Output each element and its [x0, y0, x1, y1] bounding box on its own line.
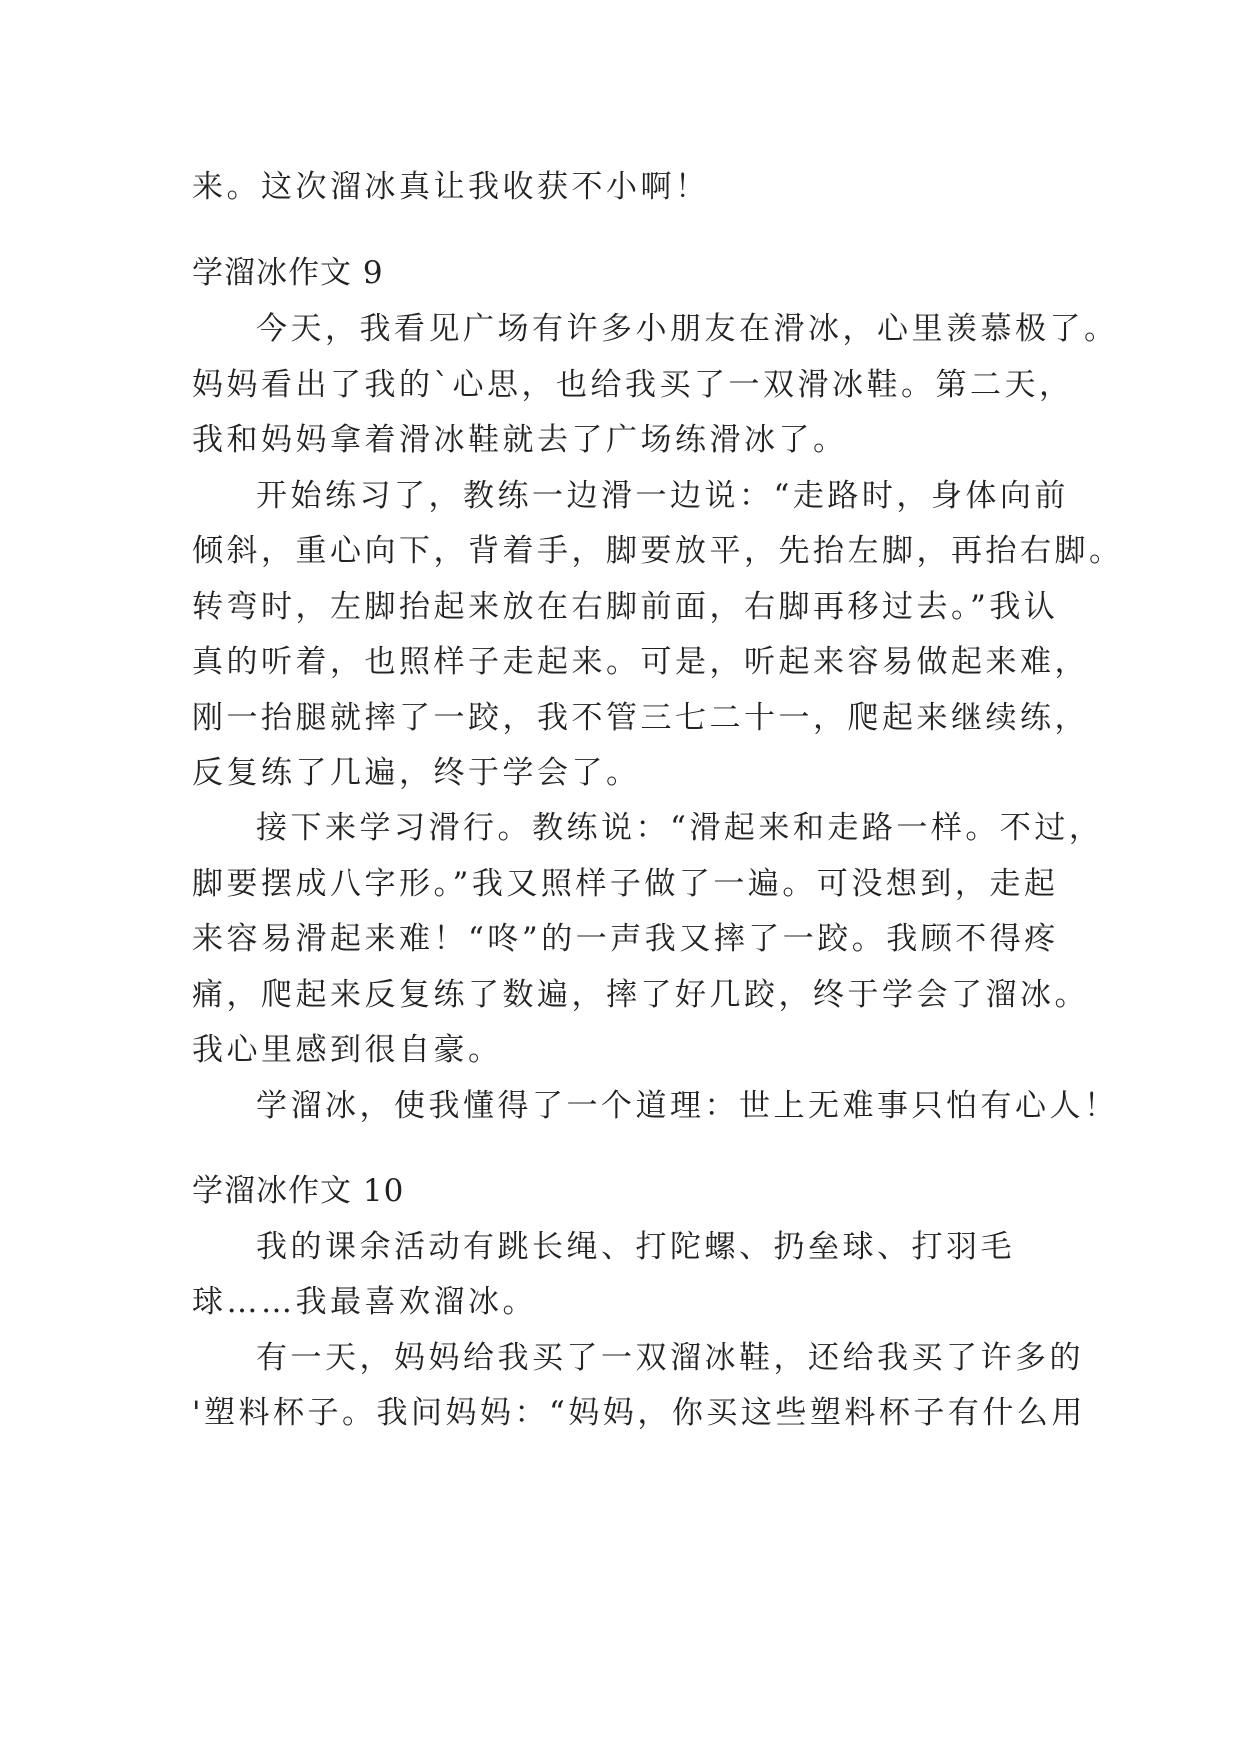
paragraph-line: 痛，爬起来反复练了数遍，摔了好几跤，终于学会了溜冰。: [192, 977, 1089, 1013]
essay-heading-10: 学溜冰作文 10: [192, 1173, 405, 1209]
paragraph-line: 今天，我看见广场有许多小朋友在滑冰，心里羡慕极了。: [256, 311, 1119, 347]
paragraph-line: 球……我最喜欢溜冰。: [192, 1284, 537, 1320]
paragraph-line: 我和妈妈拿着滑冰鞋就去了广场练滑冰了。: [192, 422, 848, 458]
paragraph-line: 刚一抬腿就摔了一跤，我不管三七二十一，爬起来继续练，: [192, 700, 1089, 736]
paragraph-line: 来容易滑起来难！“咚”的一声我又摔了一跤。我顾不得疼: [192, 921, 1059, 957]
paragraph-line: '塑料杯子。我问妈妈：“妈妈，你买这些塑料杯子有什么用: [192, 1395, 1086, 1431]
paragraph-line: 有一天，妈妈给我买了一双溜冰鞋，还给我买了许多的: [256, 1340, 1084, 1376]
paragraph-line: 妈妈看出了我的`心思，也给我买了一双滑冰鞋。第二天，: [192, 367, 1074, 403]
essay-heading-9: 学溜冰作文 9: [192, 255, 384, 291]
paragraph-line: 我的课余活动有跳长绳、打陀螺、扔垒球、打羽毛: [256, 1229, 1015, 1265]
paragraph-line: 脚要摆成八字形。”我又照样子做了一遍。可没想到，走起: [192, 866, 1059, 902]
paragraph-line: 学溜冰，使我懂得了一个道理：世上无难事只怕有心人！: [256, 1088, 1119, 1124]
paragraph-line: 倾斜，重心向下，背着手，脚要放平，先抬左脚，再抬右脚。: [192, 533, 1124, 569]
paragraph-line: 开始练习了，教练一边滑一边说：“走路时，身体向前: [256, 478, 1069, 514]
text-line: 来。这次溜冰真让我收获不小啊！: [192, 169, 710, 205]
paragraph-line: 反复练了几遍，终于学会了。: [192, 755, 641, 791]
paragraph-line: 真的听着，也照样子走起来。可是，听起来容易做起来难，: [192, 644, 1089, 680]
paragraph-line: 我心里感到很自豪。: [192, 1032, 503, 1068]
paragraph-line: 接下来学习滑行。教练说：“滑起来和走路一样。不过，: [256, 810, 1104, 846]
paragraph-line: 转弯时，左脚抬起来放在右脚前面，右脚再移过去。”我认: [192, 589, 1059, 625]
